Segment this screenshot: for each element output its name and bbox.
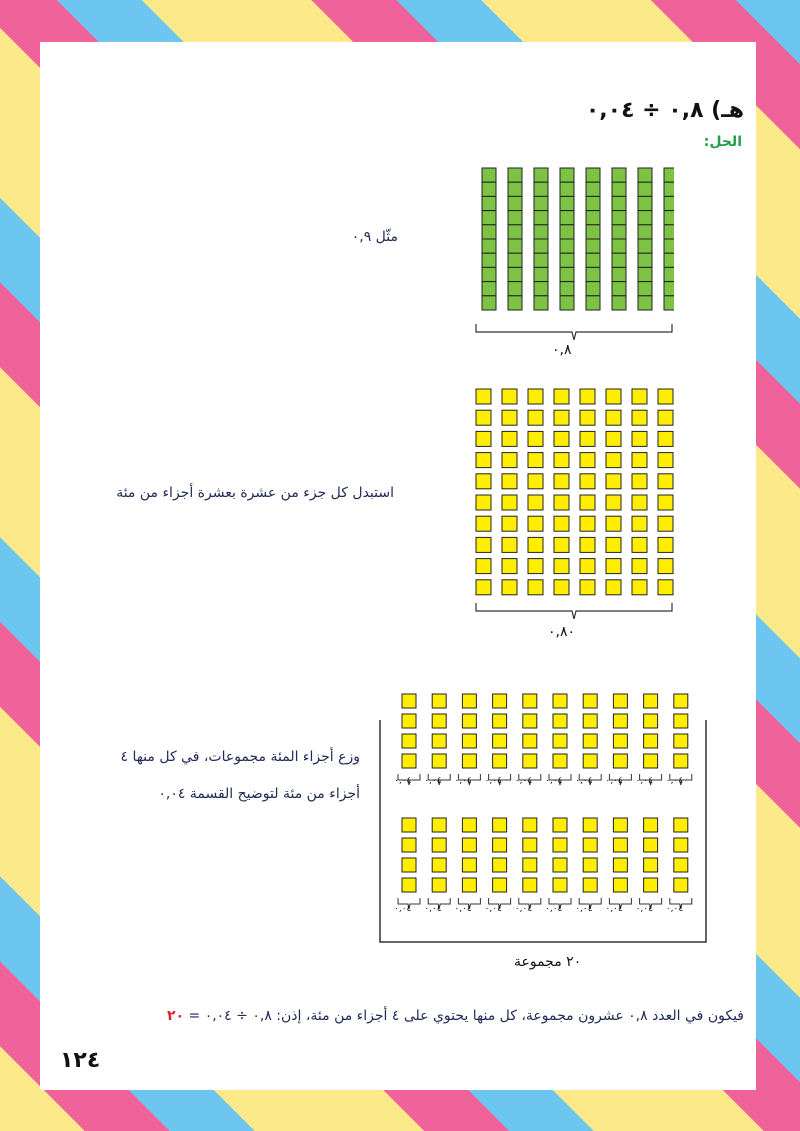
tenth-unit-cell [534, 225, 548, 239]
hundredth-square [583, 878, 597, 892]
hundredth-square [554, 537, 569, 552]
hundredth-square [523, 838, 537, 852]
group-value-label: ٠,٠٤ [635, 904, 653, 914]
group-value-label: ٠,٠٤ [665, 776, 684, 786]
tenth-unit-cell [664, 253, 674, 267]
tenth-unit-cell [638, 168, 652, 182]
hundredth-square [502, 453, 517, 468]
hundredth-square [462, 714, 476, 728]
tenth-unit-cell [534, 239, 548, 253]
hundredth-square [402, 714, 416, 728]
hundredth-square [528, 559, 543, 574]
hundredth-square [658, 495, 673, 510]
hundredth-square [632, 389, 647, 404]
hundredth-square [606, 559, 621, 574]
hundredth-square [402, 818, 416, 832]
tenth-unit-cell [586, 253, 600, 267]
tenth-unit-cell [482, 253, 496, 267]
hundredth-square [502, 580, 517, 595]
step2-brace-value: ٠,٨٠ [548, 624, 576, 640]
hundredth-square [476, 580, 491, 595]
tenth-unit-cell [664, 196, 674, 210]
hundredth-square [553, 818, 567, 832]
tenth-unit-cell [638, 296, 652, 310]
hundredth-square [476, 453, 491, 468]
tenth-unit-cell [534, 168, 548, 182]
hundredth-square [493, 734, 507, 748]
hundredth-square [476, 431, 491, 446]
hundredth-square [476, 495, 491, 510]
hundredth-square [554, 389, 569, 404]
tenth-unit-cell [664, 296, 674, 310]
hundredth-square [528, 580, 543, 595]
hundredth-square [476, 516, 491, 531]
hundredth-square [553, 858, 567, 872]
group-value-label: ٠,٠٤ [484, 776, 502, 786]
tenth-unit-cell [560, 168, 574, 182]
page-number: ١٢٤ [60, 1048, 101, 1073]
tenth-unit-cell [534, 253, 548, 267]
hundredth-square [528, 431, 543, 446]
group-value-label: ٠,٠٤ [605, 776, 623, 786]
hundredth-square [583, 838, 597, 852]
hundredth-square [606, 474, 621, 489]
hundredth-square [583, 714, 597, 728]
hundredth-square [613, 878, 627, 892]
hundredth-square [554, 495, 569, 510]
group-value-label: ٠,٠٤ [454, 776, 472, 786]
tenth-unit-cell [612, 196, 626, 210]
tenth-unit-cell [560, 182, 574, 196]
tenth-unit-cell [586, 182, 600, 196]
step2-label: استبدل كل جزء من عشرة بعشرة أجزاء من مئة [116, 485, 394, 501]
tenth-unit-cell [638, 182, 652, 196]
tenth-unit-cell [482, 239, 496, 253]
hundredth-square [493, 878, 507, 892]
hundredth-square [528, 389, 543, 404]
hundredth-square [493, 818, 507, 832]
hundredth-square [658, 537, 673, 552]
hundredth-square [493, 754, 507, 768]
tenth-unit-cell [508, 211, 522, 225]
tenth-unit-cell [612, 225, 626, 239]
hundredth-square [674, 694, 688, 708]
hundredth-square [432, 838, 446, 852]
group-value-label: ٠,٠٤ [454, 904, 472, 914]
answer-value: ٢٠ [166, 1008, 185, 1024]
hundredth-square [613, 858, 627, 872]
tenth-unit-cell [508, 225, 522, 239]
hundredth-square [632, 495, 647, 510]
hundredth-square [553, 754, 567, 768]
tenth-unit-cell [482, 211, 496, 225]
group-value-label: ٠,٠٤ [394, 776, 412, 786]
hundredth-square [606, 537, 621, 552]
tenth-unit-cell [612, 282, 626, 296]
hundredth-square [553, 714, 567, 728]
hundredth-square [523, 714, 537, 728]
tenth-unit-cell [482, 267, 496, 281]
hundredth-square [674, 754, 688, 768]
hundredth-square [528, 537, 543, 552]
hundredth-square [580, 537, 595, 552]
hundredth-square [613, 754, 627, 768]
hundredth-square [674, 838, 688, 852]
hundredth-square [502, 431, 517, 446]
tenth-unit-cell [586, 225, 600, 239]
hundredth-square [432, 878, 446, 892]
tenth-unit-cell [560, 296, 574, 310]
tenth-unit-cell [638, 239, 652, 253]
hundredth-square [606, 431, 621, 446]
hundredth-square [554, 580, 569, 595]
tenth-unit-cell [508, 239, 522, 253]
tenth-unit-cell [586, 239, 600, 253]
group-value-label: ٠,٠٤ [575, 904, 593, 914]
hundredth-square [674, 818, 688, 832]
tenth-unit-cell [534, 267, 548, 281]
hundredth-square [476, 559, 491, 574]
hundredth-square [644, 818, 658, 832]
tenth-unit-cell [638, 225, 652, 239]
hundredth-square [402, 858, 416, 872]
hundredth-square [554, 559, 569, 574]
hundredth-square [606, 580, 621, 595]
hundredth-square [502, 410, 517, 425]
hundredth-square [402, 734, 416, 748]
hundredth-square [554, 410, 569, 425]
hundredth-square [644, 694, 658, 708]
hundredth-square [644, 858, 658, 872]
hundredth-square [613, 818, 627, 832]
hundredth-square [632, 537, 647, 552]
group-value-label: ٠,٠٤ [635, 776, 653, 786]
hundredth-square [502, 516, 517, 531]
hundredth-square [432, 754, 446, 768]
hundredth-square [606, 516, 621, 531]
tenth-unit-cell [508, 168, 522, 182]
tenth-unit-cell [534, 282, 548, 296]
hundredth-square [493, 838, 507, 852]
hundredth-square [674, 734, 688, 748]
hundredth-square [493, 858, 507, 872]
tenth-unit-cell [638, 211, 652, 225]
conclusion-text: فيكون في العدد ٠,٨ عشرون مجموعة، كل منها يحتوي على ٤ أجزاء من مئة، إذن: ٠,٨ ÷ ٠,٠٤ = [188, 1008, 744, 1024]
hundredth-square [462, 838, 476, 852]
hundredth-square [402, 878, 416, 892]
hundredth-square [644, 838, 658, 852]
hundredth-square [462, 754, 476, 768]
tenth-unit-cell [664, 225, 674, 239]
group-value-label: ٠,٠٤ [484, 904, 502, 914]
hundredth-square [528, 410, 543, 425]
hundredth-square [583, 754, 597, 768]
tenth-unit-cell [586, 267, 600, 281]
brace-tenths [476, 324, 672, 340]
tenth-unit-cell [482, 296, 496, 310]
hundredth-square [402, 694, 416, 708]
group-value-label: ٠,٠٤ [575, 776, 593, 786]
tenth-unit-cell [664, 267, 674, 281]
hundredth-square [462, 734, 476, 748]
hundredth-square [554, 453, 569, 468]
hundredth-square [674, 714, 688, 728]
hundredth-square [613, 734, 627, 748]
hundredth-square [528, 495, 543, 510]
hundredth-square [553, 838, 567, 852]
tenth-unit-cell [612, 267, 626, 281]
tenth-unit-cell [508, 196, 522, 210]
tenth-unit-cell [534, 296, 548, 310]
step3-label-line2: أجزاء من مئة لتوضيح القسمة ٠,٠٤ [158, 786, 360, 802]
hundredth-square [674, 858, 688, 872]
hundredth-square [476, 474, 491, 489]
hundredth-square [658, 453, 673, 468]
tenth-unit-cell [560, 196, 574, 210]
hundredth-square [613, 838, 627, 852]
hundredth-square [644, 714, 658, 728]
hundredth-square [402, 838, 416, 852]
hundredth-square [658, 474, 673, 489]
conclusion-line [167, 1008, 744, 1024]
hundredth-square [523, 858, 537, 872]
hundredth-square [613, 694, 627, 708]
tenth-unit-cell [664, 168, 674, 182]
hundredth-square [462, 878, 476, 892]
tenth-unit-cell [560, 253, 574, 267]
hundredth-square [502, 495, 517, 510]
hundredth-square [580, 474, 595, 489]
tenth-unit-cell [482, 182, 496, 196]
tenth-unit-cell [664, 211, 674, 225]
group-value-label: ٠,٠٤ [424, 904, 442, 914]
hundredth-square [553, 694, 567, 708]
tenth-unit-cell [560, 211, 574, 225]
hundredth-square [613, 714, 627, 728]
solution-label: الحل: [703, 134, 742, 150]
tenth-unit-cell [586, 282, 600, 296]
tenth-unit-cell [664, 182, 674, 196]
hundredth-square [644, 754, 658, 768]
hundredth-square [462, 818, 476, 832]
hundredth-square [476, 410, 491, 425]
tenth-unit-cell [560, 239, 574, 253]
hundredth-square [644, 734, 658, 748]
tenth-unit-cell [534, 196, 548, 210]
tenth-unit-cell [664, 282, 674, 296]
hundredth-square [658, 559, 673, 574]
group-value-label: ٠,٠٤ [424, 776, 442, 786]
hundredth-square [632, 431, 647, 446]
tenth-unit-cell [508, 267, 522, 281]
tenth-unit-cell [638, 196, 652, 210]
group-value-label: ٠,٠٤ [665, 904, 684, 914]
step1-label: مثّل ٠,٩ [351, 229, 398, 245]
hundredth-square [632, 474, 647, 489]
hundredth-square [606, 495, 621, 510]
hundredth-square [580, 410, 595, 425]
tenth-unit-cell [482, 168, 496, 182]
tenth-unit-cell [586, 168, 600, 182]
step3-label-line1: وزع أجزاء المئة مجموعات، في كل منها ٤ [120, 749, 360, 765]
hundredth-square [632, 580, 647, 595]
hundredth-square [632, 410, 647, 425]
tenth-unit-cell [482, 225, 496, 239]
tenth-unit-cell [638, 282, 652, 296]
tenth-unit-cell [612, 211, 626, 225]
hundredth-square [580, 453, 595, 468]
hundredth-square [462, 694, 476, 708]
hundredth-square [632, 559, 647, 574]
hundredth-square [528, 474, 543, 489]
tenth-unit-cell [612, 168, 626, 182]
hundredth-square [606, 453, 621, 468]
tenth-unit-cell [508, 253, 522, 267]
hundredth-square [502, 474, 517, 489]
hundredth-square [432, 694, 446, 708]
hundredth-square [432, 714, 446, 728]
group-value-label: ٠,٠٤ [605, 904, 623, 914]
hundredth-square [674, 878, 688, 892]
hundredth-square [432, 818, 446, 832]
hundredth-square [583, 858, 597, 872]
tenths-blocks-figure [474, 166, 674, 356]
group-value-label: ٠,٠٤ [514, 904, 533, 914]
hundredth-square [493, 694, 507, 708]
tenth-unit-cell [586, 196, 600, 210]
hundredth-square [523, 734, 537, 748]
hundredth-square [580, 431, 595, 446]
hundredth-square [432, 858, 446, 872]
hundredth-square [580, 389, 595, 404]
hundredth-square [402, 754, 416, 768]
hundredth-square [580, 580, 595, 595]
hundredth-square [523, 754, 537, 768]
hundredth-square [606, 410, 621, 425]
worksheet-page [40, 42, 756, 1090]
group-value-label: ٠,٠٤ [545, 904, 563, 914]
tenth-unit-cell [612, 296, 626, 310]
problem-title: هـ) ٠,٨ ÷ ٠,٠٤ [585, 98, 744, 123]
hundredth-square [554, 431, 569, 446]
hundredth-square [644, 878, 658, 892]
step1-brace-value: ٠,٨ [552, 342, 572, 358]
tenth-unit-cell [560, 267, 574, 281]
tenth-unit-cell [638, 267, 652, 281]
hundredth-square [523, 878, 537, 892]
tenth-unit-cell [612, 253, 626, 267]
tenth-unit-cell [508, 296, 522, 310]
hundredth-square [553, 734, 567, 748]
hundredths-blocks-figure [474, 387, 674, 627]
tenth-unit-cell [586, 296, 600, 310]
tenth-unit-cell [482, 282, 496, 296]
hundredth-square [462, 858, 476, 872]
hundredth-square [432, 734, 446, 748]
hundredth-square [658, 410, 673, 425]
tenth-unit-cell [508, 282, 522, 296]
hundredth-square [583, 694, 597, 708]
hundredth-square [583, 734, 597, 748]
hundredth-square [658, 431, 673, 446]
hundredth-square [658, 389, 673, 404]
hundredth-square [523, 818, 537, 832]
hundredth-square [528, 516, 543, 531]
hundredth-square [632, 516, 647, 531]
tenth-unit-cell [534, 182, 548, 196]
hundredth-square [502, 389, 517, 404]
hundredth-square [493, 714, 507, 728]
tenth-unit-cell [586, 211, 600, 225]
hundredth-square [554, 516, 569, 531]
hundredth-square [632, 453, 647, 468]
hundredth-square [502, 537, 517, 552]
hundredth-square [476, 389, 491, 404]
tenth-unit-cell [664, 239, 674, 253]
tenth-unit-cell [612, 182, 626, 196]
hundredth-square [658, 580, 673, 595]
hundredth-square [502, 559, 517, 574]
hundredth-square [580, 516, 595, 531]
brace-hundredths [476, 603, 672, 619]
tenth-unit-cell [560, 225, 574, 239]
group-value-label: ٠,٠٤ [394, 904, 412, 914]
hundredth-square [476, 537, 491, 552]
group-value-label: ٠,٠٤ [545, 776, 563, 786]
hundredth-square [580, 495, 595, 510]
tenth-unit-cell [534, 211, 548, 225]
hundredth-square [523, 694, 537, 708]
hundredth-square [553, 878, 567, 892]
groups-total: ٢٠ مجموعة [514, 954, 582, 970]
tenth-unit-cell [612, 239, 626, 253]
hundredth-square [580, 559, 595, 574]
group-value-label: ٠,٠٤ [514, 776, 533, 786]
tenth-unit-cell [508, 182, 522, 196]
hundredth-square [528, 453, 543, 468]
tenth-unit-cell [638, 253, 652, 267]
tenth-unit-cell [560, 282, 574, 296]
hundredth-square [583, 818, 597, 832]
tenth-unit-cell [482, 196, 496, 210]
hundredth-square [658, 516, 673, 531]
hundredth-square [606, 389, 621, 404]
hundredth-square [554, 474, 569, 489]
